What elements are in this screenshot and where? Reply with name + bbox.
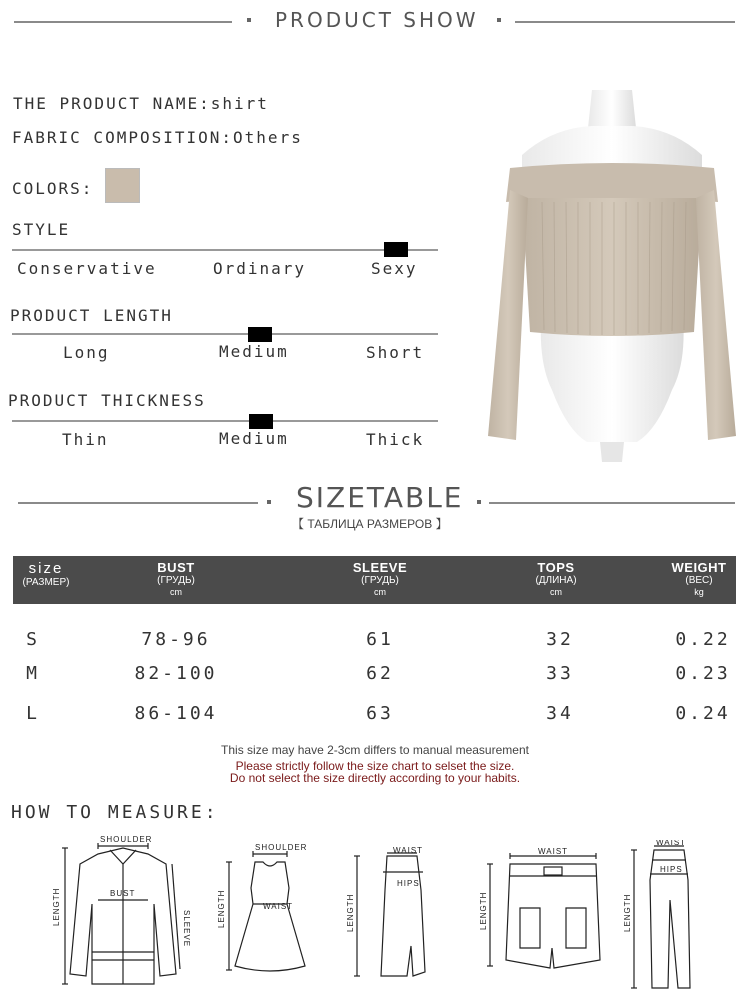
color-swatch[interactable] bbox=[105, 168, 140, 203]
col-size-header bbox=[13, 560, 79, 589]
fig5-length-label: LENGTH bbox=[623, 893, 632, 932]
fig2-waist-label: WAIST bbox=[263, 902, 294, 911]
cell-tops: 32 bbox=[546, 629, 574, 650]
product-photo bbox=[482, 90, 742, 465]
style-marker bbox=[384, 242, 408, 257]
style-scale-line bbox=[12, 249, 438, 251]
cell-size: L bbox=[26, 703, 40, 724]
col-bust-unit: cm bbox=[170, 587, 182, 597]
page-title: PRODUCT SHOW bbox=[275, 8, 479, 32]
length-option-short: Short bbox=[366, 343, 425, 362]
fig1-bust-label: BUST bbox=[110, 889, 136, 898]
thickness-scale-line bbox=[12, 420, 438, 422]
col-bust-name: BUST bbox=[157, 560, 195, 575]
cell-weight: 0.23 bbox=[675, 663, 731, 684]
skirt-measure-diagram bbox=[345, 846, 445, 986]
col-sleeve-unit: cm bbox=[374, 587, 386, 597]
thickness-title: PRODUCT THICKNESS bbox=[8, 391, 206, 410]
jacket-measure-diagram bbox=[48, 834, 198, 992]
header-dot-left bbox=[247, 18, 251, 22]
col-tops-unit: cm bbox=[550, 587, 562, 597]
cell-weight: 0.24 bbox=[675, 703, 731, 724]
fig3-hips-label: HIPS bbox=[397, 879, 420, 888]
col-bust-header bbox=[136, 560, 216, 597]
fabric-value: Others bbox=[233, 128, 303, 147]
cell-bust: 82-100 bbox=[134, 663, 218, 684]
fig3-length-label: LENGTH bbox=[346, 893, 355, 932]
col-weight-unit: kg bbox=[694, 587, 704, 597]
sizetable-dot-left bbox=[267, 500, 271, 504]
shorts-measure-diagram bbox=[472, 848, 612, 978]
note-follow-chart: Please strictly follow the size chart to selset the size. bbox=[235, 759, 515, 773]
sizetable-divider-right bbox=[489, 502, 735, 504]
col-weight-header bbox=[664, 560, 734, 597]
fig2-shoulder-label: SHOULDER bbox=[255, 843, 308, 852]
cell-bust: 78-96 bbox=[141, 629, 211, 650]
cell-sleeve: 63 bbox=[366, 703, 394, 724]
cell-size: S bbox=[26, 629, 40, 650]
fig1-sleeve-label: SLEEVE bbox=[182, 910, 191, 948]
product-name-value: shirt bbox=[210, 94, 269, 113]
sizetable-subtitle: 【 ТАБЛИЦА РАЗМЕРОВ 】 bbox=[292, 517, 448, 531]
col-tops-sub: (ДЛИНА) bbox=[535, 575, 577, 586]
col-tops-header bbox=[516, 560, 596, 597]
fig4-length-label: LENGTH bbox=[479, 891, 488, 930]
fig3-waist-label: WAIST bbox=[393, 846, 424, 855]
style-option-ordinary: Ordinary bbox=[213, 259, 307, 278]
sizetable-dot-right bbox=[477, 500, 481, 504]
colors-label: COLORS: bbox=[12, 179, 94, 198]
fig1-shoulder-label: SHOULDER bbox=[100, 835, 153, 844]
fig2-length-label: LENGTH bbox=[217, 889, 226, 928]
note-habits: Do not select the size directly according to your habits. bbox=[229, 771, 521, 785]
cell-sleeve: 61 bbox=[366, 629, 394, 650]
fig5-hips-label: HIPS bbox=[660, 865, 683, 874]
style-option-conservative: Conservative bbox=[17, 259, 157, 278]
product-name-label: THE PRODUCT NAME: bbox=[13, 94, 211, 113]
col-size-name: size bbox=[28, 560, 64, 577]
col-sleeve-sub: (ГРУДЬ) bbox=[361, 575, 399, 586]
col-size-sub: (РАЗМЕР) bbox=[22, 577, 70, 588]
thickness-option-thick: Thick bbox=[366, 430, 425, 449]
product-name-row bbox=[13, 94, 269, 113]
col-sleeve-header bbox=[340, 560, 420, 597]
col-sleeve-name: SLEEVE bbox=[352, 560, 408, 575]
length-option-medium: Medium bbox=[219, 342, 289, 361]
col-weight-name: WEIGHT bbox=[671, 560, 727, 575]
pants-measure-diagram bbox=[620, 840, 710, 995]
fig1-length-label: LENGTH bbox=[52, 887, 61, 926]
fig4-waist-label: WAIST bbox=[538, 848, 569, 856]
cell-bust: 86-104 bbox=[134, 703, 218, 724]
cell-tops: 33 bbox=[546, 663, 574, 684]
cell-sleeve: 62 bbox=[366, 663, 394, 684]
header-divider-right bbox=[515, 21, 735, 23]
measure-title: HOW TO MEASURE: bbox=[11, 802, 219, 823]
length-scale-line bbox=[12, 333, 438, 335]
cell-weight: 0.22 bbox=[675, 629, 731, 650]
col-tops-name: TOPS bbox=[537, 560, 575, 575]
header-dot-right bbox=[497, 18, 501, 22]
fabric-row bbox=[12, 128, 303, 147]
thickness-option-medium: Medium bbox=[219, 429, 289, 448]
length-title: PRODUCT LENGTH bbox=[10, 306, 173, 325]
style-title: STYLE bbox=[12, 220, 71, 239]
note-measurement: This size may have 2-3cm differs to manual measurement bbox=[221, 743, 529, 757]
col-bust-sub: (ГРУДЬ) bbox=[157, 575, 195, 586]
cell-tops: 34 bbox=[546, 703, 574, 724]
sizetable-title: SIZETABLE bbox=[296, 481, 464, 514]
thickness-marker bbox=[249, 414, 273, 429]
dress-measure-diagram bbox=[215, 840, 325, 985]
fig5-waist-label: WAIST bbox=[656, 840, 687, 847]
fabric-label: FABRIC COMPOSITION: bbox=[12, 128, 234, 147]
header-divider-left bbox=[14, 21, 232, 23]
style-option-sexy: Sexy bbox=[371, 259, 418, 278]
cell-size: M bbox=[26, 663, 40, 684]
length-option-long: Long bbox=[63, 343, 110, 362]
thickness-option-thin: Thin bbox=[62, 430, 109, 449]
length-marker bbox=[248, 327, 272, 342]
col-weight-sub: (ВЕС) bbox=[685, 575, 713, 586]
sizetable-divider-left bbox=[18, 502, 258, 504]
